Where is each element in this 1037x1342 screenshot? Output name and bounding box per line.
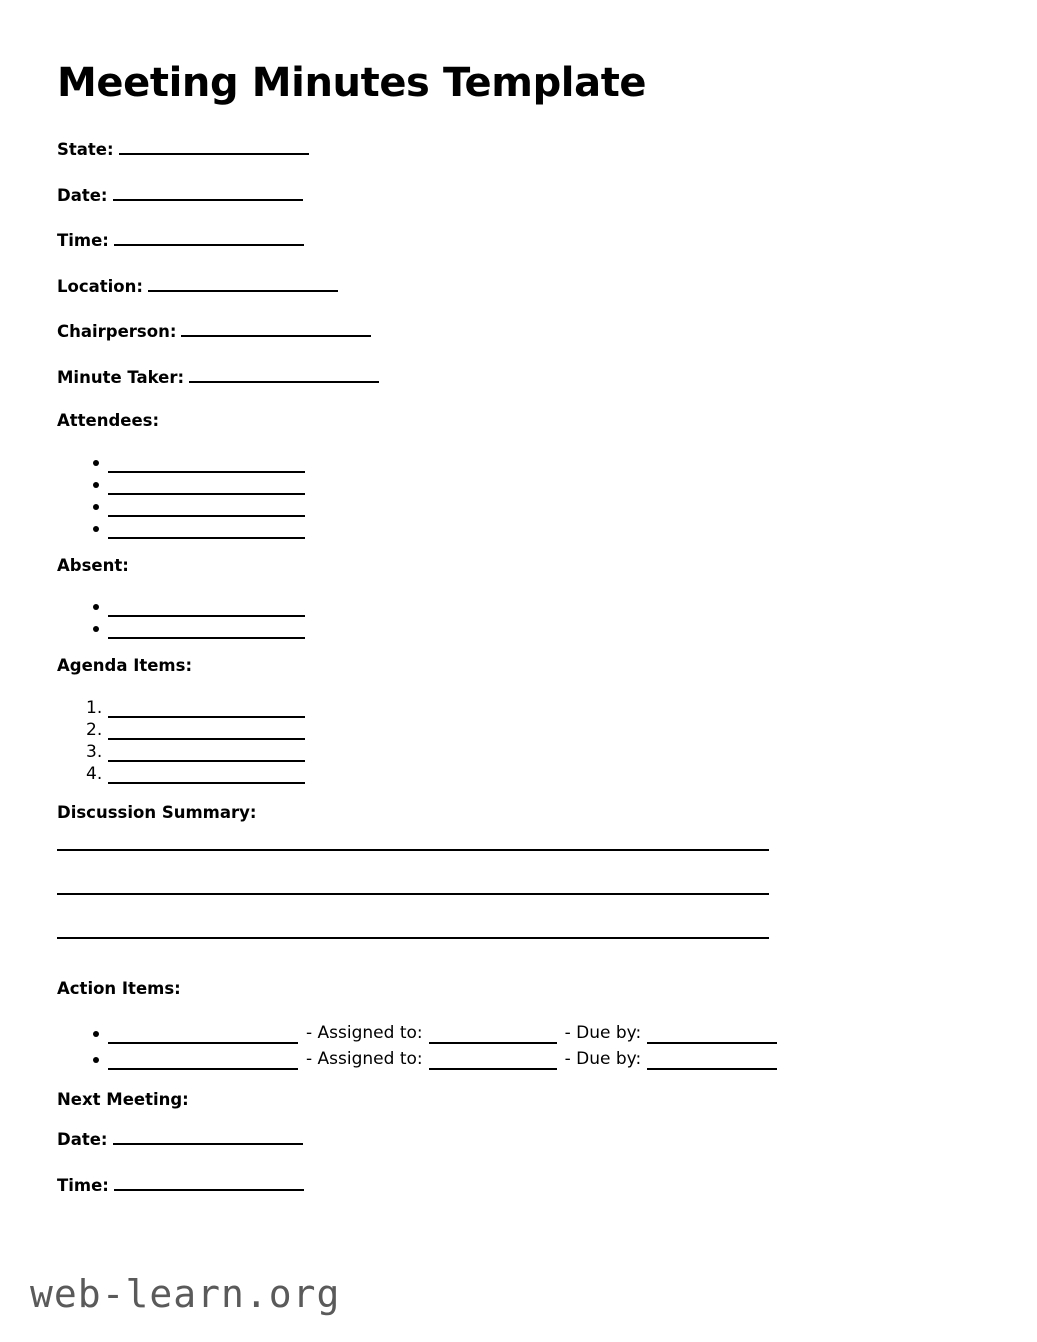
action-due-blank[interactable]	[647, 1050, 777, 1070]
agenda-blank[interactable]	[108, 745, 305, 762]
agenda-items-list	[57, 697, 997, 785]
agenda-blank[interactable]	[108, 723, 305, 740]
action-due-blank[interactable]	[647, 1024, 777, 1044]
absent-blank[interactable]	[108, 622, 305, 639]
field-row-state	[57, 140, 997, 159]
page-title: Meeting Minutes Template	[57, 60, 647, 106]
bullet-icon	[93, 482, 99, 488]
field-label-date: Date:	[57, 185, 108, 205]
action-task-blank[interactable]	[108, 1050, 298, 1070]
table-row[interactable]	[57, 1020, 997, 1046]
action-items-list	[57, 1020, 997, 1072]
site-watermark: web-learn.org	[30, 1272, 341, 1316]
field-label-minute-taker: Minute Taker:	[57, 367, 185, 387]
field-row-chairperson	[57, 322, 997, 341]
bullet-icon	[93, 460, 99, 466]
section-heading-attendees: Attendees:	[57, 411, 160, 430]
agenda-number: 2.	[86, 719, 103, 740]
attendee-blank[interactable]	[108, 456, 305, 473]
field-label-location: Location:	[57, 276, 143, 296]
list-item[interactable]	[57, 518, 997, 540]
section-heading-discussion-summary: Discussion Summary:	[57, 802, 257, 822]
field-blank-time[interactable]	[114, 231, 304, 246]
discussion-summary-rule[interactable]	[57, 893, 769, 895]
action-due-label: - Due by:	[564, 1022, 642, 1043]
field-row-next-meeting-date	[57, 1130, 997, 1149]
field-blank-next-meeting-time[interactable]	[114, 1176, 304, 1191]
list-item[interactable]	[57, 596, 997, 618]
field-label-next-meeting-date: Date:	[57, 1130, 108, 1149]
list-item[interactable]	[57, 763, 997, 785]
discussion-summary-lines	[57, 849, 997, 939]
list-item[interactable]	[57, 474, 997, 496]
section-heading-next-meeting: Next Meeting:	[57, 1089, 189, 1109]
document-body	[57, 62, 997, 1221]
bullet-icon	[93, 504, 99, 510]
list-item[interactable]	[57, 719, 997, 741]
bullet-icon	[93, 626, 99, 632]
field-row-minute-taker	[57, 368, 997, 387]
action-due-label: - Due by:	[564, 1048, 642, 1069]
agenda-number: 3.	[86, 741, 103, 762]
list-item[interactable]	[57, 697, 997, 719]
list-item[interactable]	[57, 496, 997, 518]
field-label-chairperson: Chairperson:	[57, 322, 177, 341]
section-heading-agenda-items: Agenda Items:	[57, 656, 193, 675]
bullet-icon	[93, 1057, 99, 1063]
header-fields-group	[57, 140, 997, 386]
field-blank-state[interactable]	[119, 140, 309, 155]
absent-list	[57, 596, 997, 640]
attendee-blank[interactable]	[108, 500, 305, 517]
section-heading-action-items: Action Items:	[57, 979, 181, 998]
field-blank-location[interactable]	[148, 277, 338, 292]
attendee-blank[interactable]	[108, 478, 305, 495]
list-item[interactable]	[57, 741, 997, 763]
agenda-number: 1.	[86, 697, 103, 718]
attendees-list	[57, 452, 997, 540]
field-label-time: Time:	[57, 231, 109, 250]
field-label-state: State:	[57, 140, 114, 159]
action-task-blank[interactable]	[108, 1024, 298, 1044]
table-row[interactable]	[57, 1046, 997, 1072]
discussion-summary-rule[interactable]	[57, 937, 769, 939]
field-row-next-meeting-time	[57, 1176, 997, 1195]
field-blank-next-meeting-date[interactable]	[113, 1130, 303, 1145]
field-blank-date[interactable]	[113, 186, 303, 201]
list-item[interactable]	[57, 618, 997, 640]
field-label-next-meeting-time: Time:	[57, 1175, 109, 1195]
list-item[interactable]	[57, 452, 997, 474]
action-assigned-label: - Assigned to:	[306, 1022, 423, 1043]
discussion-summary-rule[interactable]	[57, 849, 769, 851]
field-blank-chairperson[interactable]	[181, 322, 371, 337]
next-meeting-fields-group	[57, 1130, 997, 1194]
agenda-number: 4.	[86, 763, 103, 784]
agenda-blank[interactable]	[108, 767, 305, 784]
bullet-icon	[93, 526, 99, 532]
absent-blank[interactable]	[108, 600, 305, 617]
attendee-blank[interactable]	[108, 522, 305, 539]
field-row-location	[57, 277, 997, 296]
action-assigned-label: - Assigned to:	[306, 1048, 423, 1069]
bullet-icon	[93, 604, 99, 610]
action-assignee-blank[interactable]	[429, 1050, 557, 1070]
field-row-date	[57, 186, 997, 205]
action-assignee-blank[interactable]	[429, 1024, 557, 1044]
section-heading-absent: Absent:	[57, 555, 129, 575]
agenda-blank[interactable]	[108, 701, 305, 718]
field-row-time	[57, 231, 997, 250]
bullet-icon	[93, 1031, 99, 1037]
field-blank-minute-taker[interactable]	[189, 368, 379, 383]
